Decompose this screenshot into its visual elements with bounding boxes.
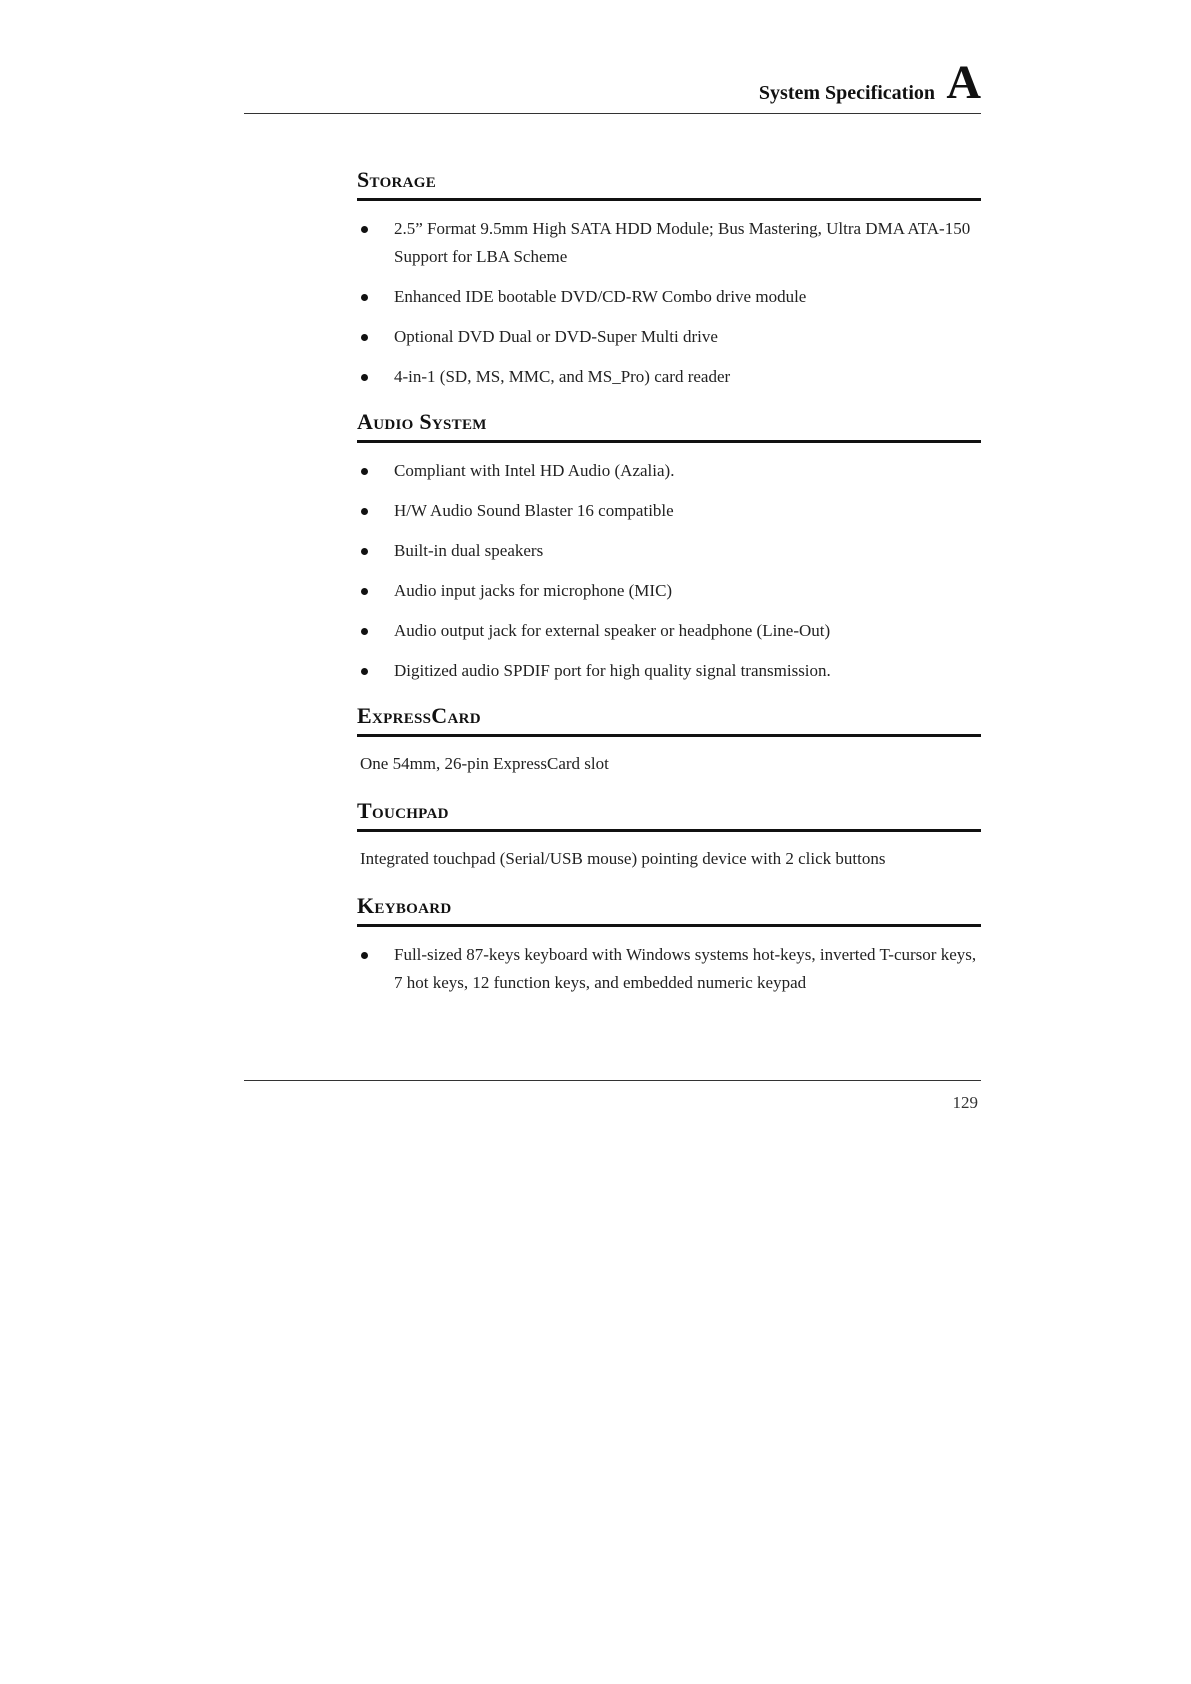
bullet-icon	[361, 374, 368, 381]
bullet-icon	[361, 468, 368, 475]
list-item-text: 2.5” Format 9.5mm High SATA HDD Module; Bus Mastering, Ultra DMA ATA-150 Support for LBA Scheme	[394, 219, 971, 266]
list-item-text: Optional DVD Dual or DVD-Super Multi drive	[394, 327, 718, 346]
list-item	[357, 497, 981, 525]
bullet-icon	[361, 668, 368, 675]
list-item-text: Enhanced IDE bootable DVD/CD-RW Combo drive module	[394, 287, 807, 306]
list-item	[357, 363, 981, 391]
touchpad-text: Integrated touchpad (Serial/USB mouse) pointing device with 2 click buttons	[360, 849, 886, 868]
list-item-text: Audio output jack for external speaker or headphone (Line-Out)	[394, 621, 831, 640]
storage-list	[357, 215, 981, 391]
list-item	[357, 617, 981, 645]
header-title: System Specification	[758, 82, 935, 104]
keyboard-list	[357, 941, 981, 997]
section-title-audio: Audio System	[357, 407, 981, 443]
section-title-expresscard: ExpressCard	[357, 701, 981, 737]
audio-list	[357, 457, 981, 685]
bullet-icon	[361, 952, 368, 959]
bullet-icon	[361, 334, 368, 341]
section-keyboard	[357, 891, 981, 997]
list-item	[357, 323, 981, 351]
list-item	[357, 577, 981, 605]
footer-rule	[244, 1080, 981, 1081]
list-item-text: Audio input jacks for microphone (MIC)	[394, 581, 673, 600]
expresscard-text: One 54mm, 26-pin ExpressCard slot	[360, 754, 609, 773]
bullet-icon	[361, 588, 368, 595]
list-item-text: 4-in-1 (SD, MS, MMC, and MS_Pro) card reader	[394, 367, 731, 386]
list-item	[357, 941, 981, 997]
bullet-icon	[361, 548, 368, 555]
list-item-text: Full-sized 87-keys keyboard with Windows systems hot-keys, inverted T-cursor keys, 7 hot keys, 12 function keys, and embedded numeric keypad	[394, 945, 977, 992]
page-content	[357, 165, 981, 997]
section-title-keyboard: Keyboard	[357, 891, 981, 927]
page-header	[244, 58, 981, 114]
section-touchpad	[357, 796, 981, 873]
section-title-touchpad: Touchpad	[357, 796, 981, 832]
list-item	[357, 457, 981, 485]
section-audio	[357, 407, 981, 685]
bullet-icon	[361, 628, 368, 635]
list-item-text: H/W Audio Sound Blaster 16 compatible	[394, 501, 674, 520]
list-item	[357, 215, 981, 271]
list-item-text: Compliant with Intel HD Audio (Azalia).	[394, 461, 675, 480]
section-title-storage: Storage	[357, 165, 981, 201]
bullet-icon	[361, 508, 368, 515]
chapter-letter: A	[946, 56, 981, 109]
bullet-icon	[361, 294, 368, 301]
bullet-icon	[361, 226, 368, 233]
list-item-text: Built-in dual speakers	[394, 541, 544, 560]
list-item	[357, 537, 981, 565]
list-item-text: Digitized audio SPDIF port for high quality signal transmission.	[394, 661, 831, 680]
list-item	[357, 657, 981, 685]
section-storage	[357, 165, 981, 391]
section-expresscard	[357, 701, 981, 778]
page-number: 129	[952, 1093, 978, 1112]
list-item	[357, 283, 981, 311]
